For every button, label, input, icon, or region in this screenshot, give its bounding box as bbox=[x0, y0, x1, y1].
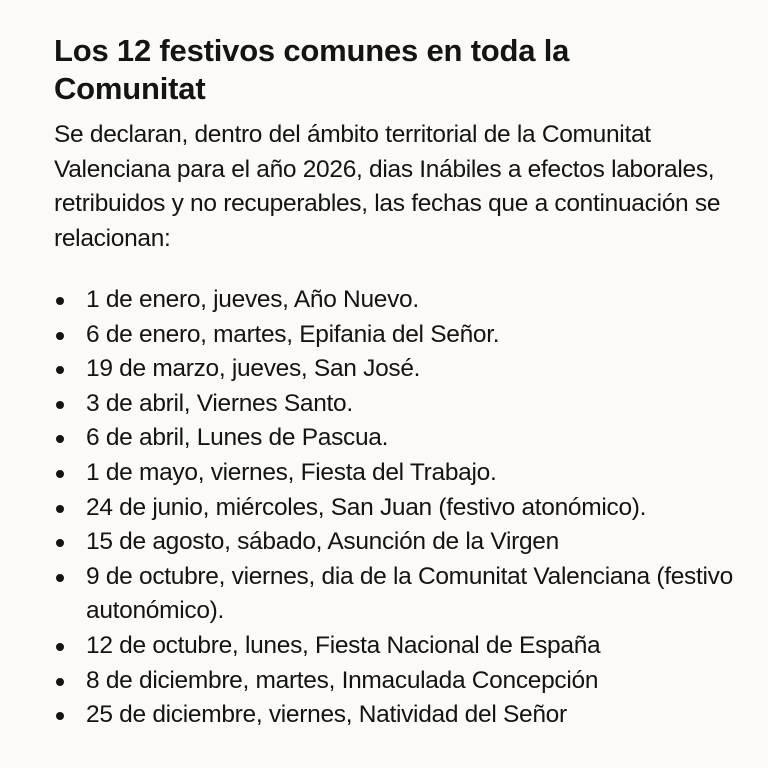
intro-paragraph: Se declaran, dentro del ámbito territorial de la Comunitat Valenciana para el año 2026, dias Inábiles a efectos laborales, retribuidos y no recuperables, las fechas que a continuación se relacionan: bbox=[54, 121, 721, 252]
list-item bbox=[54, 491, 736, 526]
holiday-text: 12 de octubre, lunes, Fiesta Nacional de España bbox=[86, 631, 601, 659]
holiday-list bbox=[54, 283, 733, 733]
bullet-icon bbox=[56, 470, 64, 478]
bullet-icon bbox=[56, 505, 64, 513]
holiday-text: 25 de diciembre, viernes, Natividad del Señor bbox=[86, 701, 567, 729]
bullet-icon bbox=[56, 297, 64, 305]
list-item bbox=[54, 387, 736, 422]
bullet-icon bbox=[56, 401, 64, 409]
holiday-text: 6 de abril, Lunes de Pascua. bbox=[86, 424, 389, 452]
list-item bbox=[54, 525, 736, 560]
bullet-icon bbox=[56, 678, 64, 686]
holiday-text: 15 de agosto, sábado, Asunción de la Virgen bbox=[86, 528, 559, 556]
holiday-text: 1 de enero, jueves, Año Nuevo. bbox=[86, 286, 419, 313]
holiday-text: 6 de enero, martes, Epifania del Señor. bbox=[86, 320, 500, 348]
bullet-icon bbox=[56, 332, 64, 340]
bullet-icon bbox=[56, 574, 64, 582]
list-item bbox=[54, 283, 736, 318]
list-item bbox=[54, 698, 736, 733]
bullet-icon bbox=[56, 712, 64, 720]
holiday-text: 19 de marzo, jueves, San José. bbox=[86, 355, 421, 383]
holiday-text: 24 de junio, miércoles, San Juan (festivo atonómico). bbox=[86, 493, 647, 521]
list-item bbox=[54, 664, 736, 699]
bullet-icon bbox=[56, 435, 64, 443]
list-item bbox=[54, 318, 736, 353]
holiday-text: 1 de mayo, viernes, Fiesta del Trabajo. bbox=[86, 458, 497, 486]
holiday-text: 3 de abril, Viernes Santo. bbox=[86, 389, 353, 417]
page-title: Los 12 festivos comunes en toda la Comunitat bbox=[54, 33, 570, 106]
list-item bbox=[54, 352, 736, 387]
bullet-icon bbox=[56, 366, 64, 374]
holiday-text: 8 de diciembre, martes, Inmaculada Concepción bbox=[86, 666, 599, 694]
list-item bbox=[54, 560, 736, 629]
list-item bbox=[54, 421, 736, 456]
list-item bbox=[54, 629, 736, 664]
bullet-icon bbox=[56, 539, 64, 547]
holiday-text: 9 de octubre, viernes, dia de la Comunitat Valenciana (festivo autonómico). bbox=[86, 562, 733, 625]
bullet-icon bbox=[56, 643, 64, 651]
list-item bbox=[54, 456, 736, 491]
